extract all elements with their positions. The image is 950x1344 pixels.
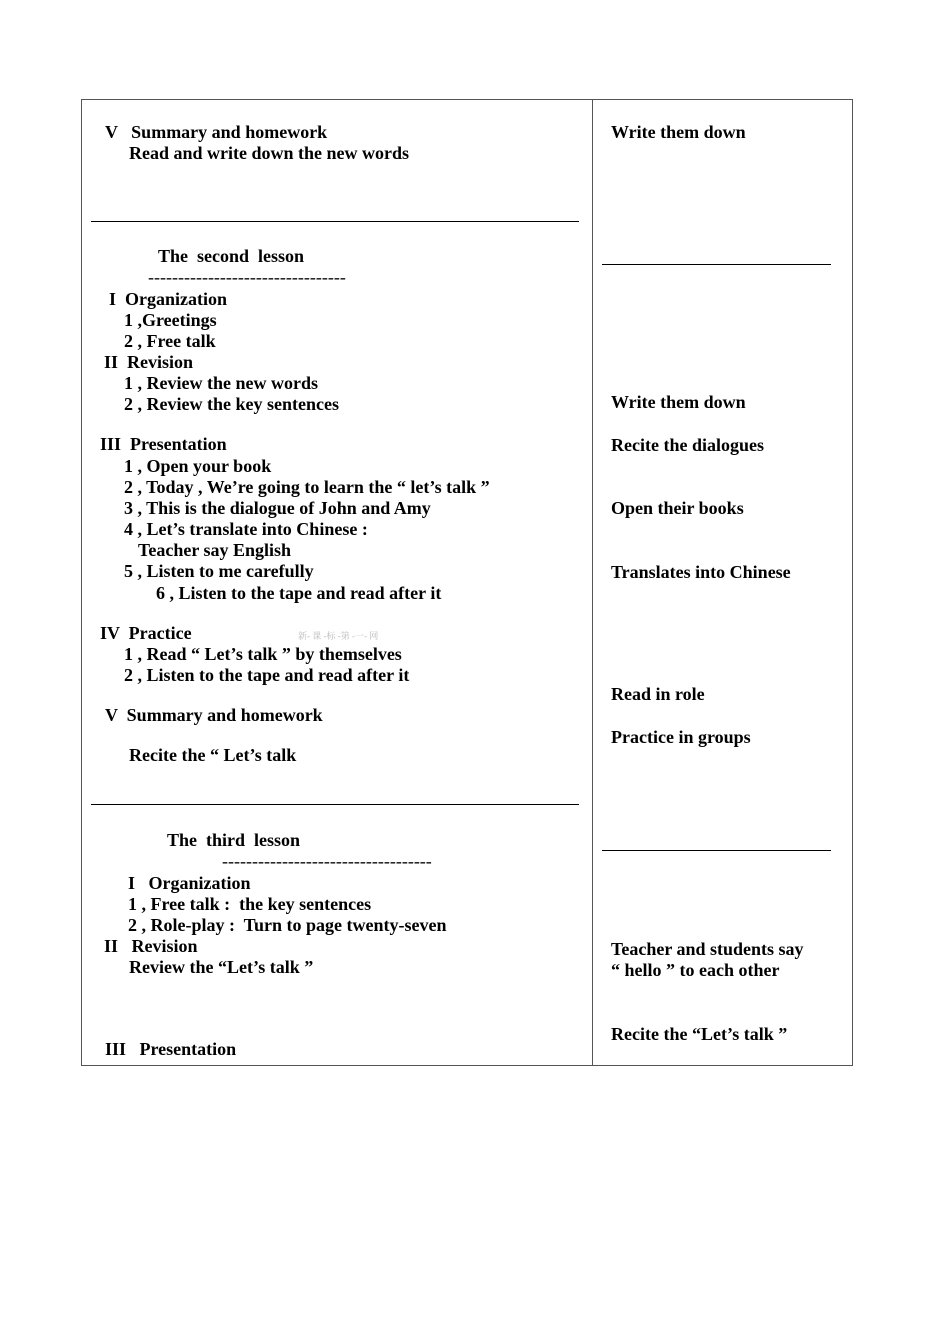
student-activity: Open their books <box>611 498 744 518</box>
lesson2-revision-item: 1 , Review the new words <box>124 373 318 393</box>
student-activity: Read in role <box>611 684 705 704</box>
lesson2-dashes: --------------------------------- <box>148 267 346 287</box>
lesson2-title: The second lesson <box>158 246 305 266</box>
student-activity: Recite the “Let’s talk ” <box>611 1024 788 1044</box>
lesson2-presentation-item: 3 , This is the dialogue of John and Amy <box>124 498 431 518</box>
lesson3-organization-item: 1 , Free talk : the key sentences <box>128 894 372 914</box>
lesson3-presentation-heading: III Presentation <box>105 1039 237 1059</box>
lesson2-organization-item: 1 ,Greetings <box>124 310 217 330</box>
lesson2-summary-heading: V Summary and homework <box>105 705 323 725</box>
lesson3-revision-heading: II Revision <box>104 936 198 956</box>
lesson2-revision-item: 2 , Review the key sentences <box>124 394 339 414</box>
lesson2-presentation-item: 5 , Listen to me carefully <box>124 561 314 581</box>
student-activity: Write them down <box>611 122 746 142</box>
lesson2-presentation-item: Teacher say English <box>138 540 292 560</box>
section-rule <box>91 804 579 805</box>
section-rule <box>602 264 831 265</box>
lesson2-organization-item: 2 , Free talk <box>124 331 216 351</box>
lesson2-presentation-item: 2 , Today , We’re going to learn the “ let’s talk ” <box>124 477 490 497</box>
student-activity: Teacher and students say <box>611 939 804 959</box>
lesson2-summary-text: Recite the “ Let’s talk <box>129 745 297 765</box>
watermark: 新- 课 -标 -第 -一- 网 <box>298 631 379 641</box>
lesson2-practice-item: 1 , Read “ Let’s talk ” by themselves <box>124 644 402 664</box>
section-rule <box>602 850 831 851</box>
column-divider <box>592 99 593 1066</box>
lesson2-presentation-heading: III Presentation <box>100 434 227 454</box>
student-activity: “ hello ” to each other <box>611 960 780 980</box>
lesson2-organization-heading: I Organization <box>109 289 228 309</box>
lesson3-organization-item: 2 , Role-play : Turn to page twenty-seven <box>128 915 447 935</box>
lesson3-revision-item: Review the “Let’s talk ” <box>129 957 314 977</box>
lesson3-title: The third lesson <box>167 830 301 850</box>
lesson1-summary-text: Read and write down the new words <box>129 143 410 163</box>
student-activity: Write them down <box>611 392 746 412</box>
lesson2-presentation-item: 6 , Listen to the tape and read after it <box>156 583 442 603</box>
lesson2-presentation-item: 4 , Let’s translate into Chinese : <box>124 519 368 539</box>
lesson2-presentation-item: 1 , Open your book <box>124 456 272 476</box>
student-activity: Recite the dialogues <box>611 435 764 455</box>
student-activity: Practice in groups <box>611 727 751 747</box>
lesson2-revision-heading: II Revision <box>104 352 194 372</box>
section-rule <box>91 221 579 222</box>
lesson1-summary-heading: V Summary and homework <box>105 122 328 142</box>
student-activity: Translates into Chinese <box>611 562 791 582</box>
lesson2-practice-heading: IV Practice <box>100 623 192 643</box>
lesson3-dashes: ----------------------------------- <box>222 851 432 871</box>
lesson2-practice-item: 2 , Listen to the tape and read after it <box>124 665 410 685</box>
lesson3-organization-heading: I Organization <box>128 873 251 893</box>
